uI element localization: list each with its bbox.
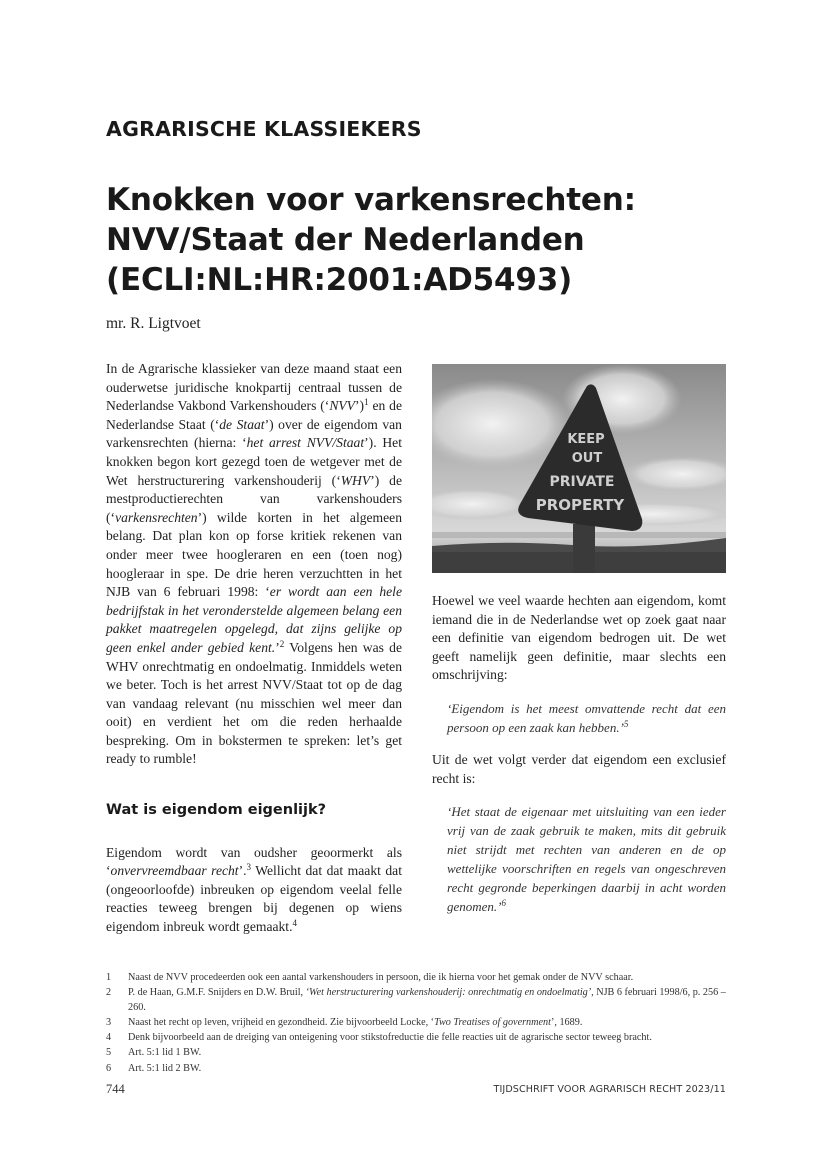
subheading: Wat is eigendom eigenlijk? [106,802,327,819]
footnote-ref-3[interactable]: 3 [246,862,252,873]
footnote-2 [106,985,726,1015]
title-line-2: NVV/Staat der Nederlanden [106,222,585,258]
italic-run: WHV [340,472,371,488]
text-run: ’ [275,639,280,655]
text-run: Naast het recht op leven, vrijheid en gezondheid. Zie bijvoorbeeld Locke, ‘ [128,1017,435,1029]
quote-article-5-1-lid-1 [447,699,726,737]
footnote-text [128,1015,726,1030]
text-run: ’) wilde korten in het algemeen belang. Dat plan kon op forse kritiek rekenen van onder meer twee hoogleraren en een (toen nog) hoogleraar in spe. De drie heren verzuchtten in het NJB van 6 februari 1998: ‘ [106,509,402,600]
quote-text: ‘Eigendom is het meest omvattende recht dat een persoon op een zaak kan hebben.’ [447,700,726,735]
footnote-text: Denk bijvoorbeeld aan de dreiging van onteigening voor stikstofreductie die felle reacties uit de agrarische sector teweeg bracht. [128,1032,652,1044]
italic-run: NVV [329,398,355,414]
footnote-text [128,985,726,1015]
footnote-ref-4[interactable]: 4 [292,918,297,929]
sign-line-1: KEEP [567,432,605,447]
eigendom-paragraph [106,844,402,937]
journal-name: TIJDSCHRIFT VOOR AGRARISCH RECHT 2023/11 [493,1084,726,1095]
footnote-number: 3 [106,1017,112,1029]
text-run: , NJB 6 februari 1998/6, p. 256 – 260. [128,987,726,1014]
footnote-ref-2[interactable]: 2 [279,638,285,649]
footnotes [106,970,726,1076]
quote-text: ‘Het staat de eigenaar met uitsluiting van een ieder vrij van de zaak gebruik te maken, mits dit gebruik niet strijdt met rechten van anderen en de op wettelijke voorschriften en regels van ongeschreven recht gegronde beperkingen daarbij in acht worden genomen.’ [447,804,726,915]
photo-illustration [432,364,726,573]
definition-paragraph: Hoewel we veel waarde hechten aan eigendom, komt iemand die in de Nederlandse wet op zoek gaat naar een definitie van eigendom bedrogen uit. De wet geeft namelijk geen definitie, maar slechts een omschrijving: [432,593,726,683]
text-run: en de Nederlandse Staat (‘ [106,398,402,432]
sign-line-4: PROPERTY [535,496,625,514]
footnote-number: 2 [106,987,112,999]
footnote-5 [106,1045,726,1060]
title-line-1: Knokken voor varkensrechten: [106,182,636,218]
italic-run: de Staat [219,416,265,432]
page-number: 744 [106,1082,125,1096]
text-run: Volgens hen was de WHV onrechtmatig en ondoelmatig. Inmiddels weten we beter. Toch is het arrest NVV/Staat tot op de dag van vandaag relevant (nu misschien wel meer dan ooit) en verdient het om die reden herhaalde bespreking. Om in bokstermen te spreken: let’s get ready to rumble! [106,639,402,767]
italic-run: het arrest NVV/Staat [246,435,365,451]
quote-article-5-1-lid-2 [447,802,726,916]
sign-line-3: PRIVATE [549,474,615,490]
exclusive-right-paragraph: Uit de wet volgt verder dat eigendom een exclusief recht is: [432,751,726,786]
text-run: ’, 1689. [550,1017,583,1029]
footnote-text: Art. 5:1 lid 2 BW. [128,1062,202,1074]
title-line-3: (ECLI:NL:HR:2001:AD5493) [106,262,573,298]
keep-out-sign-photo [432,364,726,573]
text-run: ’). Het knokken begon kort gezegd toen de wetgever met de Wet herstructurering varkenshouderij (‘ [106,435,402,488]
article-title [106,180,726,300]
footnote-ref-5[interactable]: 5 [623,718,629,729]
italic-run: ‘Wet herstructurering varkenshouderij: onrechtmatig en ondoelmatig’ [305,987,592,999]
text-run: ’. [238,863,247,879]
section-label: AGRARISCHE KLASSIEKERS [106,117,422,141]
footnote-4 [106,1030,726,1045]
footnote-text: Art. 5:1 lid 1 BW. [128,1047,202,1059]
text-run: In de Agrarische klassieker van deze maand staat een ouderwetse juridische knokpartij centraal tussen de Nederlandse Vakbond Varkenshouders (‘ [106,361,402,414]
sign-line-2: OUT [571,451,603,466]
text-run: P. de Haan, G.M.F. Snijders en D.W. Bruil, [128,987,306,999]
intro-paragraph [106,360,402,769]
left-column [106,360,402,937]
text-run: ’) over de eigendom van varkensrechten (hierna: ‘ [106,416,402,451]
footnote-number: 1 [106,972,112,983]
footnote-6 [106,1061,726,1076]
footnote-ref-6[interactable]: 6 [501,898,507,909]
italic-run: onvervreemdbaar recht [110,863,239,879]
footnote-text: Naast de NVV procedeerden ook een aantal varkenshouders in persoon, die ik hierna voor het gemak onder de NVV schaar. [128,972,634,983]
sign-post [573,524,595,573]
text-run: Wellicht dat dat maakt dat (ongeoorloofde) inbreuken op eigendom veelal felle reacties teweeg brengen bij degenen op wiens eigendom inbreuk wordt gemaakt. [106,863,402,935]
footnote-3 [106,1015,726,1030]
text-run: ’) de mestproductierechten van varkenshouders (‘ [106,472,402,525]
footnote-number: 4 [106,1032,112,1044]
italic-quote: er wordt aan een hele bedrijfstak in het veronderstelde algemeen belang een pakket maatregelen opgelegd, dat zijns gelijke op geen enkel ander gebied kent. [106,584,402,655]
footnote-1 [106,970,726,985]
footnote-number: 5 [106,1047,112,1059]
text-run: Eigendom wordt van oudsher geoormerkt als ‘ [106,844,402,879]
right-column [432,592,726,930]
text-run: ’) [355,398,365,414]
footnote-number: 6 [106,1062,112,1074]
author: mr. R. Ligtvoet [106,315,201,332]
italic-run: Two Treatises of government [434,1017,551,1029]
footnote-ref-1[interactable]: 1 [364,397,369,408]
italic-run: varkensrechten [115,509,198,525]
